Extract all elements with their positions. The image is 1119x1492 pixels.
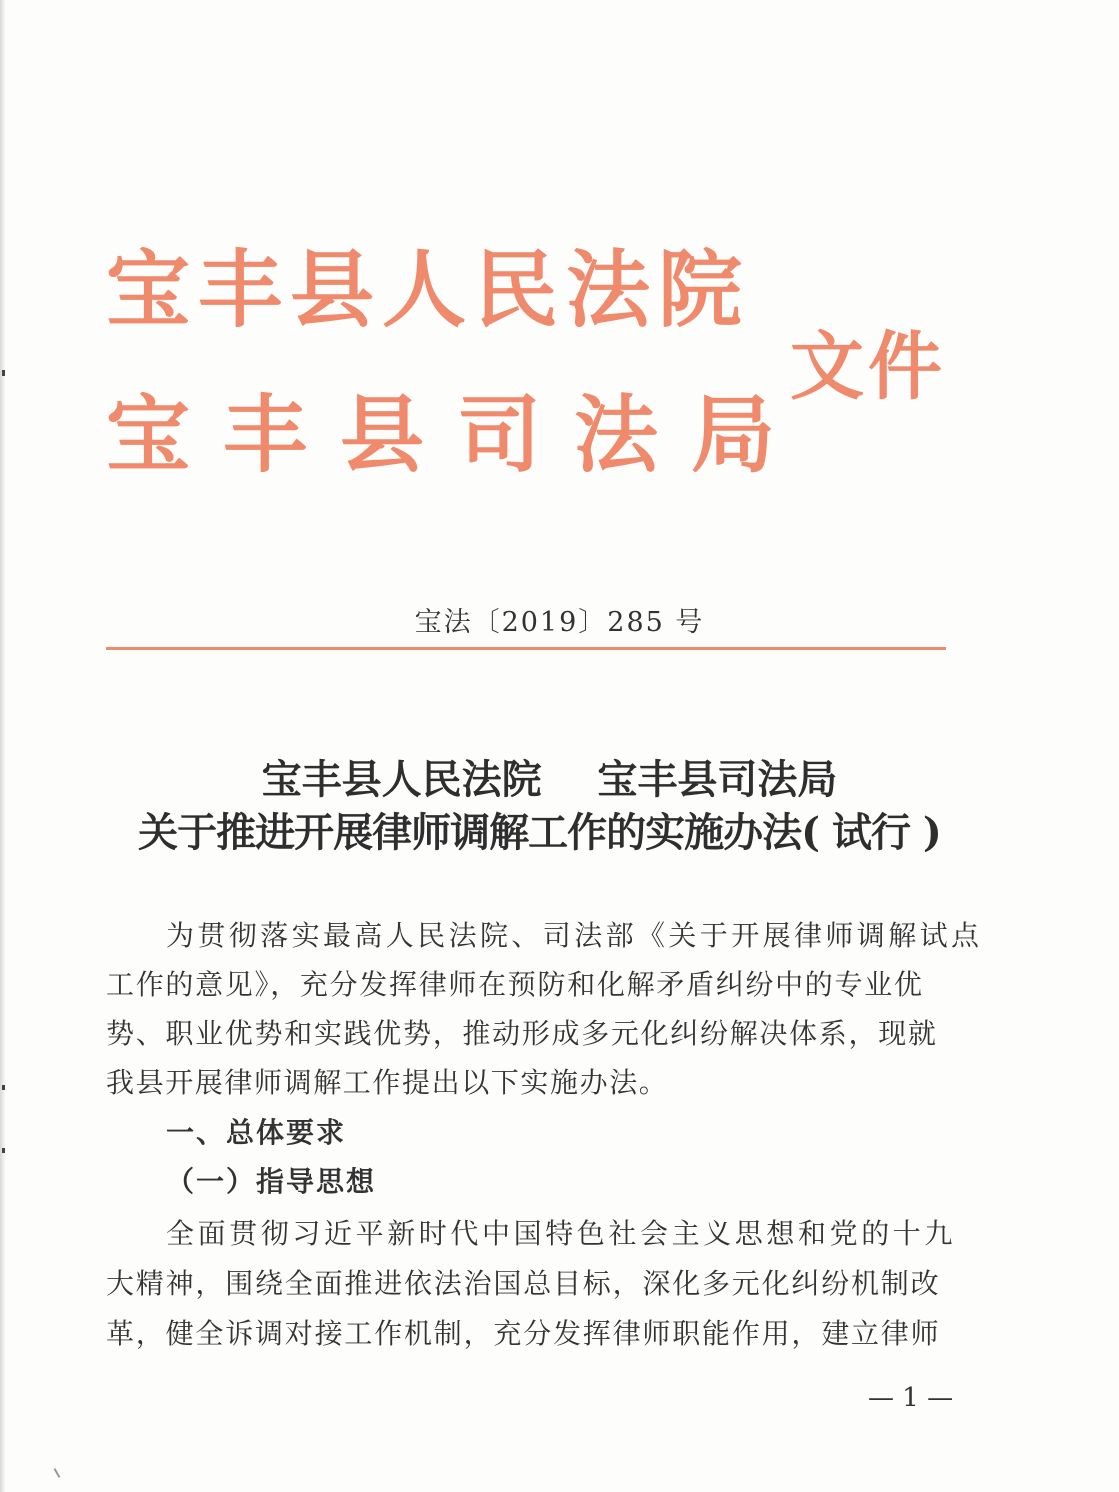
scan-speck <box>2 1085 5 1090</box>
issuer-name-court: 宝丰县人民法院 <box>106 240 751 339</box>
page-number: — 1 — <box>868 1383 954 1413</box>
scan-speck <box>54 1468 61 1478</box>
document-title-subject: 关于推进开展律师调解工作的实施办法( 试行 ) <box>138 809 941 856</box>
body-line: 工作的意见》，充分发挥律师在预防和化解矛盾纠纷中的专业优 <box>106 968 924 1001</box>
red-separator-line <box>106 647 946 650</box>
scan-speck <box>2 370 5 376</box>
document-number: 宝法〔2019〕285 号 <box>414 607 705 638</box>
document-title-issuers: 宝丰县人民法院 宝丰县司法局 <box>261 756 838 803</box>
body-line: 革，健全诉调对接工作机制，充分发挥律师职能作用，建立律师 <box>106 1317 941 1350</box>
body-line: 势、职业优势和实践优势，推动形成多元化纠纷解决体系，现就 <box>106 1017 938 1050</box>
body-line: 我县开展律师调解工作提出以下实施办法。 <box>106 1066 669 1099</box>
document-header-suffix: 文件 <box>790 324 946 410</box>
section-heading: 一、总体要求 <box>166 1116 347 1149</box>
scan-speck <box>2 1148 5 1153</box>
body-line: 为贯彻落实最高人民法院、司法部《关于开展律师调解试点 <box>166 919 983 952</box>
subsection-heading: （一）指导思想 <box>166 1165 377 1198</box>
scan-edge-shadow <box>0 0 6 1492</box>
body-line: 全面贯彻习近平新时代中国特色社会主义思想和党的十九 <box>166 1217 957 1250</box>
issuer-name-justice-bureau: 宝丰县司法局 <box>106 385 809 484</box>
body-line: 大精神，围绕全面推进依法治国总目标，深化多元化纠纷机制改 <box>106 1267 941 1300</box>
